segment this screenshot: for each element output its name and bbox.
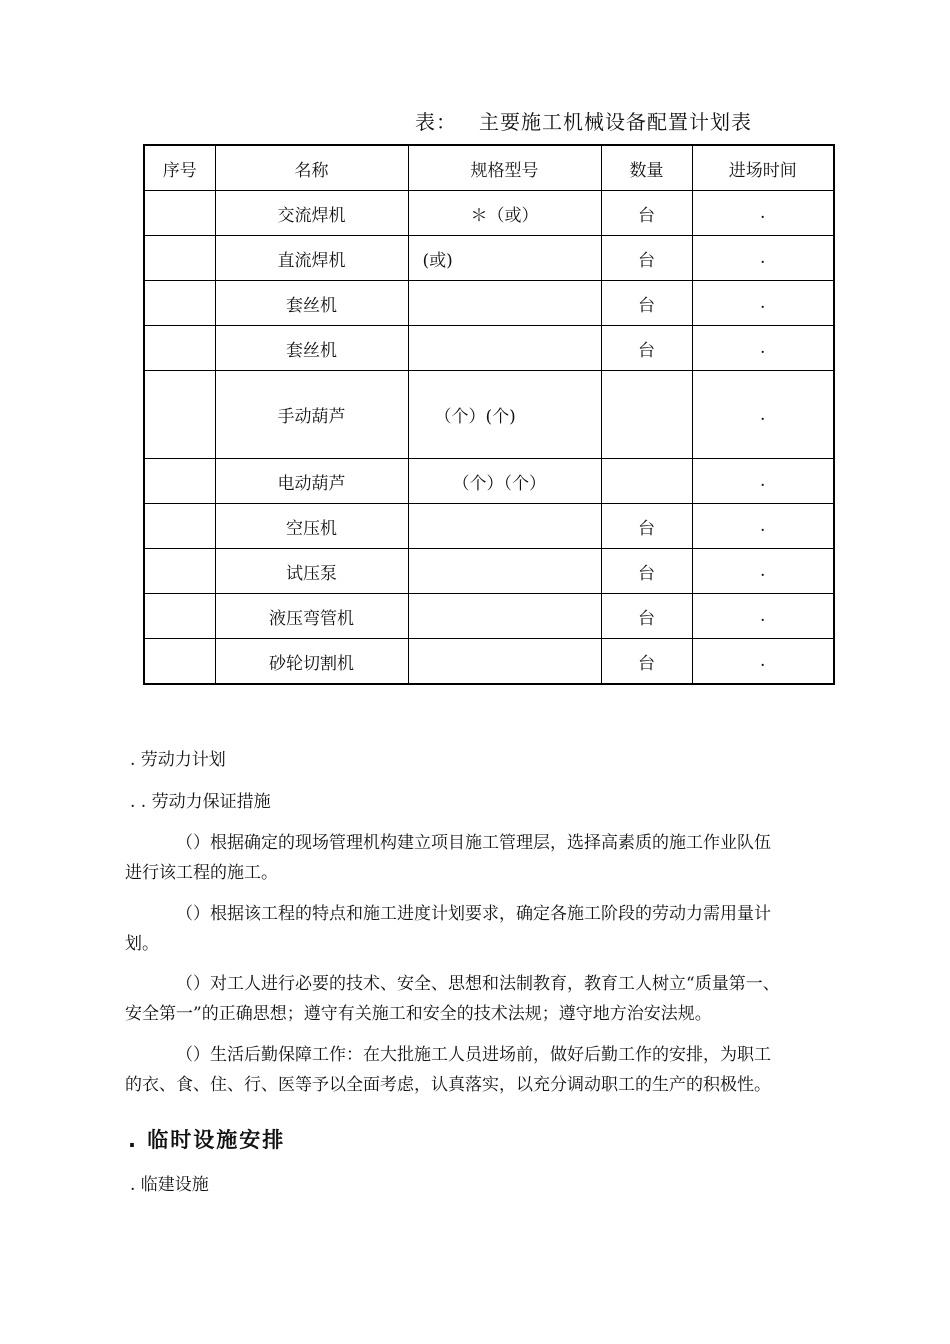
header-seq: 序号 (144, 145, 215, 191)
subsection-temp-buildings: . 临建设施 (130, 1175, 209, 1195)
paragraph-4-line-1: （）生活后勤保障工作：在大批施工人员进场前，做好后勤工作的安排，为职工 (176, 1045, 771, 1065)
table-row (144, 236, 834, 281)
cell-seq (144, 639, 215, 685)
section-labor-plan: . 劳动力计划 (130, 750, 226, 770)
cell-seq (144, 594, 215, 639)
table-row (144, 459, 834, 504)
cell-name: 液压弯管机 (215, 594, 408, 639)
cell-qty: 台 (601, 639, 692, 685)
table-row (144, 549, 834, 594)
paragraph-1-line-2: 进行该工程的施工。 (125, 863, 278, 883)
cell-time: . (692, 326, 834, 371)
cell-qty (601, 371, 692, 459)
table-row (144, 191, 834, 236)
cell-name: 交流焊机 (215, 191, 408, 236)
cell-spec (408, 594, 601, 639)
paragraph-3-line-2: 安全第一”的正确思想；遵守有关施工和安全的技术法规；遵守地方治安法规。 (125, 1004, 712, 1024)
cell-qty: 台 (601, 594, 692, 639)
cell-qty: 台 (601, 504, 692, 549)
cell-name: 手动葫芦 (215, 371, 408, 459)
table-row (144, 504, 834, 549)
cell-qty: 台 (601, 549, 692, 594)
cell-seq (144, 459, 215, 504)
cell-name: 套丝机 (215, 281, 408, 326)
cell-name: 直流焊机 (215, 236, 408, 281)
cell-time: . (692, 459, 834, 504)
cell-name: 砂轮切割机 (215, 639, 408, 685)
table-header-row (144, 145, 834, 191)
cell-spec: （个）（个） (408, 459, 601, 504)
cell-time: . (692, 504, 834, 549)
table-row (144, 594, 834, 639)
cell-qty: 台 (601, 236, 692, 281)
cell-seq (144, 236, 215, 281)
paragraph-3-line-1: （）对工人进行必要的技术、安全、思想和法制教育，教育工人树立“质量第一、 (176, 974, 780, 994)
cell-spec: （个）(个) (408, 371, 601, 459)
heading-temporary-facilities: . 临时设施安排 (128, 1128, 286, 1152)
table-row (144, 371, 834, 459)
cell-spec (408, 326, 601, 371)
paragraph-2-line-2: 划。 (125, 934, 159, 954)
header-name: 名称 (215, 145, 408, 191)
paragraph-1-line-1: （）根据确定的现场管理机构建立项目施工管理层，选择高素质的施工作业队伍 (176, 833, 771, 853)
cell-name: 试压泵 (215, 549, 408, 594)
equipment-table (143, 144, 835, 685)
cell-seq (144, 371, 215, 459)
paragraph-4-line-2: 的衣、食、住、行、医等予以全面考虑，认真落实，以充分调动职工的生产的积极性。 (125, 1075, 771, 1095)
paragraph-2-line-1: （）根据该工程的特点和施工进度计划要求，确定各施工阶段的劳动力需用量计 (176, 904, 771, 924)
cell-time: . (692, 594, 834, 639)
cell-time: . (692, 639, 834, 685)
cell-spec (408, 549, 601, 594)
cell-time: . (692, 549, 834, 594)
cell-time: . (692, 371, 834, 459)
caption-title: 主要施工机械设备配置计划表 (479, 110, 752, 134)
cell-seq (144, 549, 215, 594)
cell-name: 空压机 (215, 504, 408, 549)
header-qty: 数量 (601, 145, 692, 191)
cell-spec: ＊（或） (408, 191, 601, 236)
caption-prefix: 表： (415, 110, 457, 134)
cell-time: . (692, 191, 834, 236)
cell-time: . (692, 236, 834, 281)
cell-seq (144, 281, 215, 326)
cell-name: 电动葫芦 (215, 459, 408, 504)
cell-time: . (692, 281, 834, 326)
cell-qty: 台 (601, 191, 692, 236)
cell-name: 套丝机 (215, 326, 408, 371)
header-spec: 规格型号 (408, 145, 601, 191)
header-time: 进场时间 (692, 145, 834, 191)
table-row (144, 639, 834, 685)
table-row (144, 281, 834, 326)
cell-seq (144, 326, 215, 371)
cell-qty: 台 (601, 326, 692, 371)
cell-spec (408, 504, 601, 549)
cell-spec: (或) (408, 236, 601, 281)
table-row (144, 326, 834, 371)
cell-spec (408, 281, 601, 326)
cell-qty: 台 (601, 281, 692, 326)
cell-qty (601, 459, 692, 504)
cell-seq (144, 191, 215, 236)
cell-spec (408, 639, 601, 685)
cell-seq (144, 504, 215, 549)
subsection-labor-measures: . . 劳动力保证措施 (130, 792, 271, 812)
table-caption (415, 106, 752, 135)
